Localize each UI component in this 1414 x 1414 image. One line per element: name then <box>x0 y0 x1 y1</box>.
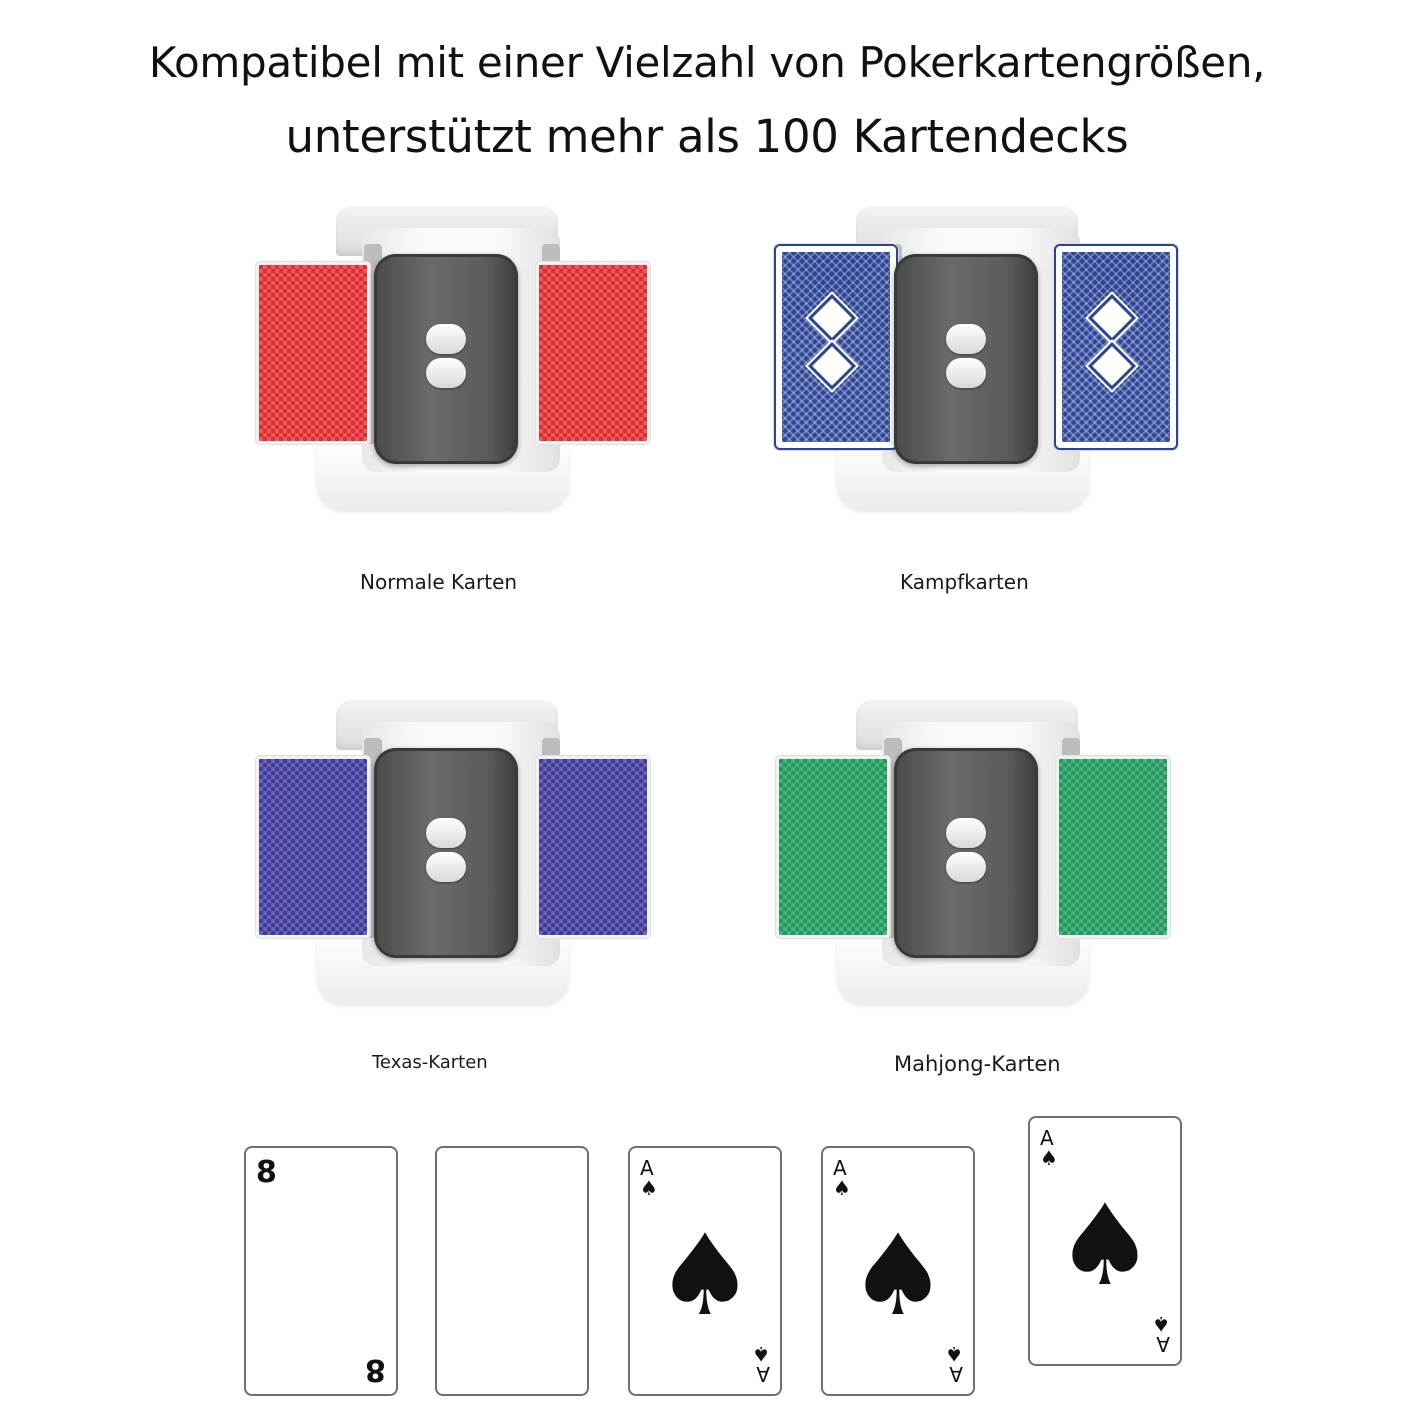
card-back-left <box>776 246 896 448</box>
card-back-right <box>1056 756 1170 938</box>
caption-normal-cards: Normale Karten <box>360 570 518 594</box>
caption-battle-cards: Kampfkarten <box>900 570 1029 594</box>
playing-card-ace-spades <box>821 1146 975 1396</box>
shuffler-device-battle <box>772 206 1192 536</box>
diamond-ornament <box>812 346 852 386</box>
power-button <box>426 324 466 354</box>
spade-icon: ♠ <box>1040 1146 1058 1170</box>
card-corner-top <box>1040 1128 1058 1168</box>
spade-icon: ♠ <box>1152 1312 1170 1336</box>
card-rank: A <box>640 1156 654 1180</box>
card-back-right <box>536 262 650 444</box>
diamond-ornament <box>812 298 852 338</box>
diamond-ornament <box>1092 298 1132 338</box>
card-corner-bottom <box>1152 1314 1170 1354</box>
card-corner-top <box>256 1155 277 1190</box>
caption-mahjong-cards: Mahjong-Karten <box>894 1052 1061 1076</box>
spade-icon: ♠ <box>1054 1181 1156 1311</box>
card-corner-bottom <box>752 1344 770 1384</box>
card-rank: A <box>833 1156 847 1180</box>
device-control-panel <box>374 748 518 958</box>
card-rank: 8 <box>256 1155 277 1190</box>
shuffler-device-texas <box>252 700 672 1030</box>
mode-button <box>946 358 986 388</box>
card-corner-bottom <box>365 1352 386 1387</box>
card-corner-top <box>833 1158 851 1198</box>
headline-line-1: Kompatibel mit einer Vielzahl von Pokerkartengrößen, <box>148 38 1266 87</box>
diamond-ornament <box>1092 346 1132 386</box>
mode-button <box>426 358 466 388</box>
card-back-right <box>536 756 650 938</box>
card-back-left <box>256 756 370 938</box>
device-control-panel <box>894 254 1038 464</box>
device-control-panel <box>374 254 518 464</box>
spade-icon: ♠ <box>847 1211 949 1341</box>
device-control-panel <box>894 748 1038 958</box>
power-button <box>946 324 986 354</box>
mode-button <box>946 852 986 882</box>
card-rank: A <box>949 1362 963 1386</box>
card-back-left <box>256 262 370 444</box>
spade-icon: ♠ <box>833 1176 851 1200</box>
card-rank: 8 <box>365 1352 386 1387</box>
shuffler-device-normal <box>252 206 672 536</box>
playing-card-ace-spades <box>1028 1116 1182 1366</box>
card-rank: A <box>756 1362 770 1386</box>
mode-button <box>426 852 466 882</box>
playing-card-ace-spades <box>628 1146 782 1396</box>
power-button <box>426 818 466 848</box>
card-back-right <box>1056 246 1176 448</box>
card-rank: A <box>1040 1126 1054 1150</box>
playing-card-blank <box>435 1146 589 1396</box>
shuffler-device-mahjong <box>772 700 1192 1030</box>
power-button <box>946 818 986 848</box>
playing-card-eight <box>244 1146 398 1396</box>
spade-icon: ♠ <box>654 1211 756 1341</box>
card-corner-bottom <box>945 1344 963 1384</box>
caption-texas-cards: Texas-Karten <box>372 1052 488 1073</box>
spade-icon: ♠ <box>752 1342 770 1366</box>
headline-line-2: unterstützt mehr als 100 Kartendecks <box>285 110 1129 163</box>
card-rank: A <box>1156 1332 1170 1356</box>
card-corner-top <box>640 1158 658 1198</box>
spade-icon: ♠ <box>640 1176 658 1200</box>
spade-icon: ♠ <box>945 1342 963 1366</box>
card-back-left <box>776 756 890 938</box>
